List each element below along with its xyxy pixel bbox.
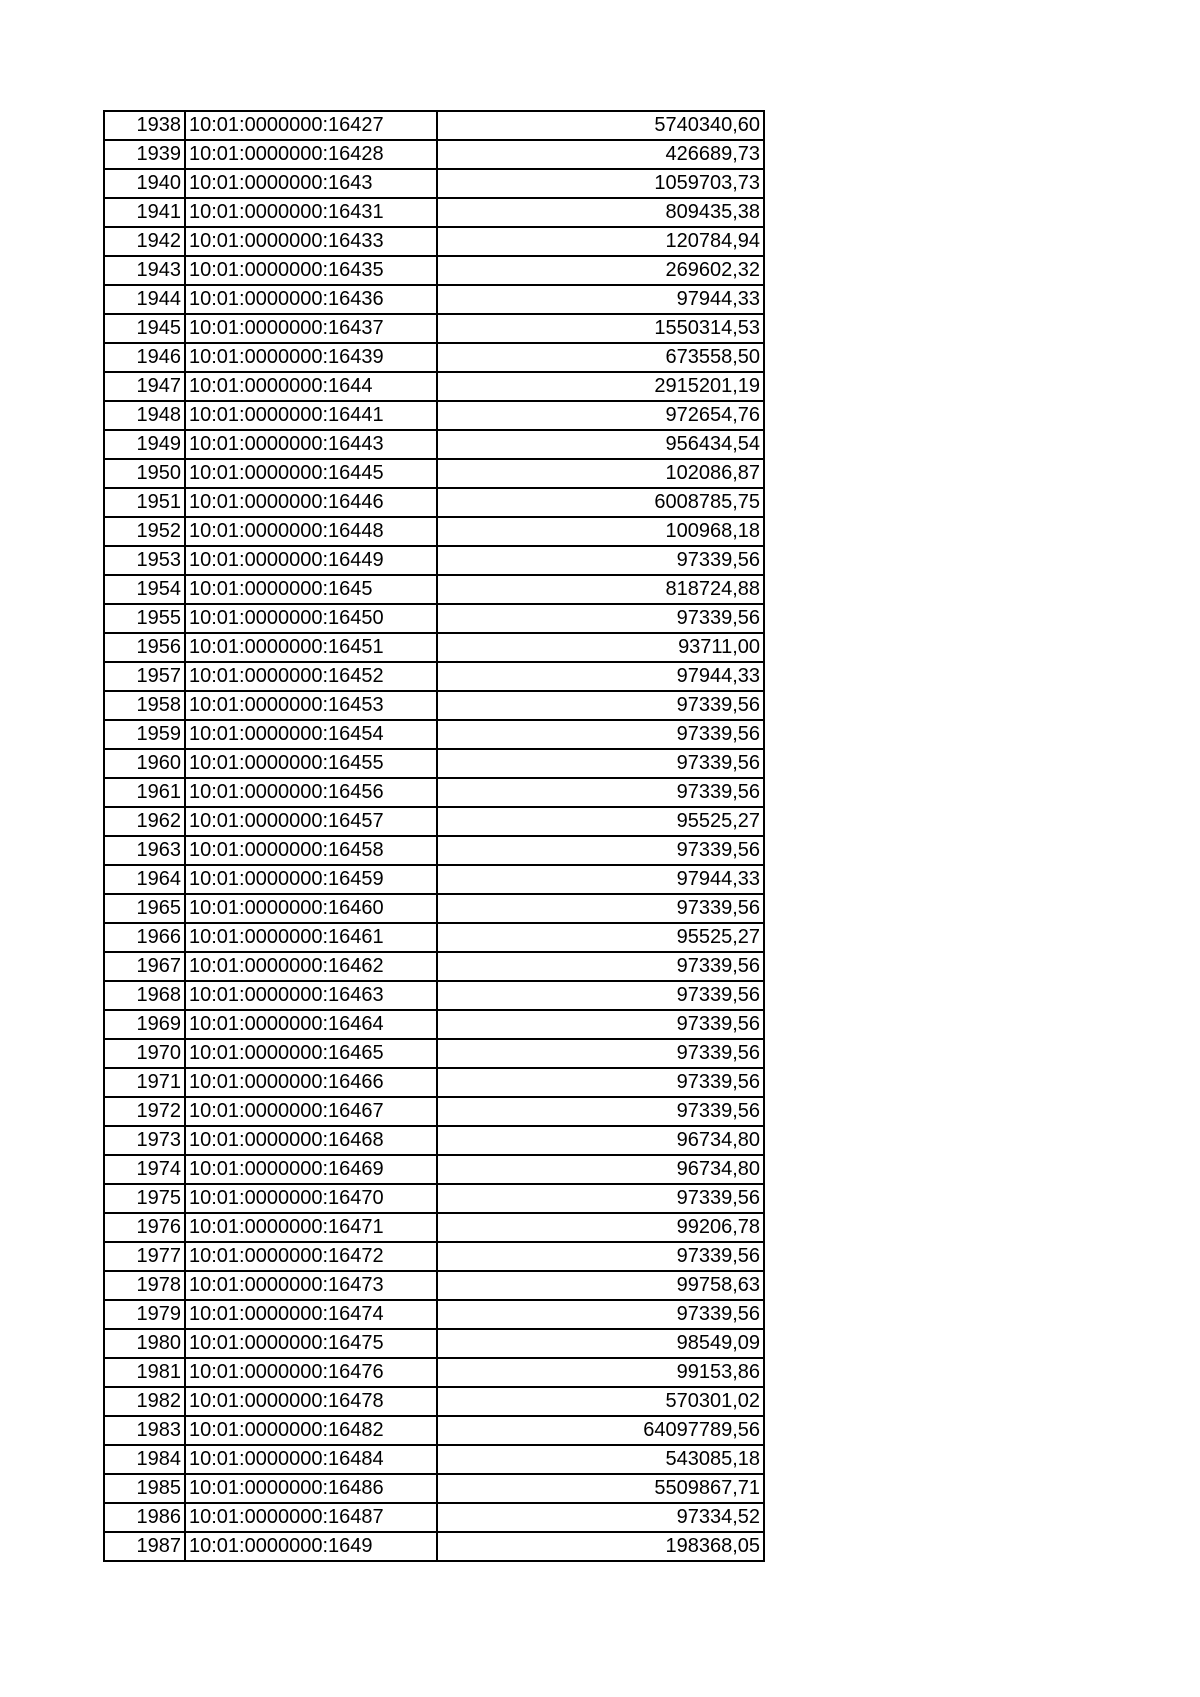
cadastral-number-cell: 10:01:0000000:16468 [185, 1126, 437, 1155]
cadastral-number-cell: 10:01:0000000:16441 [185, 401, 437, 430]
value-cell: 198368,05 [437, 1532, 764, 1561]
row-number-cell: 1971 [104, 1068, 185, 1097]
value-cell: 6008785,75 [437, 488, 764, 517]
value-cell: 97339,56 [437, 981, 764, 1010]
cadastral-number-cell: 10:01:0000000:16445 [185, 459, 437, 488]
cadastral-number-cell: 10:01:0000000:16458 [185, 836, 437, 865]
table-row [104, 1155, 764, 1184]
value-cell: 120784,94 [437, 227, 764, 256]
cadastral-number-cell: 10:01:0000000:16448 [185, 517, 437, 546]
cadastral-number-cell: 10:01:0000000:1645 [185, 575, 437, 604]
cadastral-number-cell: 10:01:0000000:16443 [185, 430, 437, 459]
table-row [104, 1300, 764, 1329]
row-number-cell: 1961 [104, 778, 185, 807]
value-cell: 99206,78 [437, 1213, 764, 1242]
value-cell: 5740340,60 [437, 111, 764, 140]
table-row [104, 894, 764, 923]
table-row [104, 952, 764, 981]
value-cell: 97339,56 [437, 749, 764, 778]
row-number-cell: 1975 [104, 1184, 185, 1213]
table-row [104, 633, 764, 662]
value-cell: 97339,56 [437, 546, 764, 575]
table-row [104, 140, 764, 169]
row-number-cell: 1955 [104, 604, 185, 633]
cadastral-number-cell: 10:01:0000000:16466 [185, 1068, 437, 1097]
row-number-cell: 1985 [104, 1474, 185, 1503]
row-number-cell: 1951 [104, 488, 185, 517]
cadastral-number-cell: 10:01:0000000:16427 [185, 111, 437, 140]
row-number-cell: 1938 [104, 111, 185, 140]
cadastral-number-cell: 10:01:0000000:16482 [185, 1416, 437, 1445]
cadastral-number-cell: 10:01:0000000:16446 [185, 488, 437, 517]
table-row [104, 1126, 764, 1155]
row-number-cell: 1980 [104, 1329, 185, 1358]
row-number-cell: 1986 [104, 1503, 185, 1532]
value-cell: 97339,56 [437, 1184, 764, 1213]
cadastral-number-cell: 10:01:0000000:16431 [185, 198, 437, 227]
table-row [104, 314, 764, 343]
value-cell: 95525,27 [437, 923, 764, 952]
row-number-cell: 1966 [104, 923, 185, 952]
value-cell: 809435,38 [437, 198, 764, 227]
table-row [104, 488, 764, 517]
row-number-cell: 1969 [104, 1010, 185, 1039]
row-number-cell: 1956 [104, 633, 185, 662]
row-number-cell: 1970 [104, 1039, 185, 1068]
value-cell: 269602,32 [437, 256, 764, 285]
value-cell: 99153,86 [437, 1358, 764, 1387]
table-row [104, 691, 764, 720]
table-row [104, 343, 764, 372]
row-number-cell: 1953 [104, 546, 185, 575]
cadastral-number-cell: 10:01:0000000:16476 [185, 1358, 437, 1387]
value-cell: 956434,54 [437, 430, 764, 459]
value-cell: 97339,56 [437, 604, 764, 633]
table-row [104, 1532, 764, 1561]
cadastral-number-cell: 10:01:0000000:16462 [185, 952, 437, 981]
table-row [104, 1242, 764, 1271]
table-row [104, 546, 764, 575]
row-number-cell: 1944 [104, 285, 185, 314]
cadastral-number-cell: 10:01:0000000:16472 [185, 1242, 437, 1271]
value-cell: 97339,56 [437, 1300, 764, 1329]
table-row [104, 285, 764, 314]
value-cell: 102086,87 [437, 459, 764, 488]
table-row [104, 256, 764, 285]
cadastral-number-cell: 10:01:0000000:16435 [185, 256, 437, 285]
value-cell: 64097789,56 [437, 1416, 764, 1445]
cadastral-number-cell: 10:01:0000000:16436 [185, 285, 437, 314]
row-number-cell: 1965 [104, 894, 185, 923]
value-cell: 97339,56 [437, 836, 764, 865]
cadastral-number-cell: 10:01:0000000:1644 [185, 372, 437, 401]
row-number-cell: 1958 [104, 691, 185, 720]
cadastral-number-cell: 10:01:0000000:16471 [185, 1213, 437, 1242]
table-row [104, 1387, 764, 1416]
cadastral-number-cell: 10:01:0000000:16449 [185, 546, 437, 575]
row-number-cell: 1979 [104, 1300, 185, 1329]
table-row [104, 749, 764, 778]
value-cell: 5509867,71 [437, 1474, 764, 1503]
table-row [104, 807, 764, 836]
cadastral-number-cell: 10:01:0000000:16469 [185, 1155, 437, 1184]
table-row [104, 604, 764, 633]
row-number-cell: 1946 [104, 343, 185, 372]
cadastral-number-cell: 10:01:0000000:16461 [185, 923, 437, 952]
table-row [104, 198, 764, 227]
table-row [104, 1097, 764, 1126]
cadastral-number-cell: 10:01:0000000:16428 [185, 140, 437, 169]
value-cell: 543085,18 [437, 1445, 764, 1474]
cadastral-number-cell: 10:01:0000000:16450 [185, 604, 437, 633]
value-cell: 972654,76 [437, 401, 764, 430]
cadastral-number-cell: 10:01:0000000:16451 [185, 633, 437, 662]
value-cell: 2915201,19 [437, 372, 764, 401]
table-row [104, 1068, 764, 1097]
table-row [104, 1416, 764, 1445]
row-number-cell: 1984 [104, 1445, 185, 1474]
table-row [104, 111, 764, 140]
row-number-cell: 1974 [104, 1155, 185, 1184]
table-row [104, 720, 764, 749]
row-number-cell: 1947 [104, 372, 185, 401]
row-number-cell: 1962 [104, 807, 185, 836]
value-cell: 96734,80 [437, 1155, 764, 1184]
cadastral-number-cell: 10:01:0000000:16455 [185, 749, 437, 778]
value-cell: 97339,56 [437, 1242, 764, 1271]
row-number-cell: 1939 [104, 140, 185, 169]
table-row [104, 1329, 764, 1358]
value-cell: 97944,33 [437, 662, 764, 691]
value-cell: 95525,27 [437, 807, 764, 836]
table-row [104, 430, 764, 459]
table-row [104, 1271, 764, 1300]
row-number-cell: 1940 [104, 169, 185, 198]
row-number-cell: 1950 [104, 459, 185, 488]
row-number-cell: 1987 [104, 1532, 185, 1561]
table-row [104, 169, 764, 198]
cadastral-number-cell: 10:01:0000000:16470 [185, 1184, 437, 1213]
row-number-cell: 1941 [104, 198, 185, 227]
value-cell: 97944,33 [437, 285, 764, 314]
row-number-cell: 1952 [104, 517, 185, 546]
table-row [104, 372, 764, 401]
row-number-cell: 1983 [104, 1416, 185, 1445]
row-number-cell: 1981 [104, 1358, 185, 1387]
value-cell: 100968,18 [437, 517, 764, 546]
table-row [104, 1445, 764, 1474]
row-number-cell: 1964 [104, 865, 185, 894]
row-number-cell: 1967 [104, 952, 185, 981]
row-number-cell: 1960 [104, 749, 185, 778]
row-number-cell: 1976 [104, 1213, 185, 1242]
cadastral-number-cell: 10:01:0000000:1643 [185, 169, 437, 198]
table-row [104, 401, 764, 430]
value-cell: 97339,56 [437, 778, 764, 807]
value-cell: 97339,56 [437, 691, 764, 720]
table-row [104, 459, 764, 488]
value-cell: 97339,56 [437, 720, 764, 749]
row-number-cell: 1973 [104, 1126, 185, 1155]
value-cell: 97339,56 [437, 1039, 764, 1068]
table-row [104, 923, 764, 952]
row-number-cell: 1978 [104, 1271, 185, 1300]
cadastral-number-cell: 10:01:0000000:16453 [185, 691, 437, 720]
table-row [104, 1358, 764, 1387]
row-number-cell: 1945 [104, 314, 185, 343]
cadastral-number-cell: 10:01:0000000:16487 [185, 1503, 437, 1532]
table-row [104, 227, 764, 256]
row-number-cell: 1959 [104, 720, 185, 749]
table-row [104, 981, 764, 1010]
table-row [104, 517, 764, 546]
cadastral-number-cell: 10:01:0000000:16478 [185, 1387, 437, 1416]
row-number-cell: 1972 [104, 1097, 185, 1126]
value-cell: 97339,56 [437, 952, 764, 981]
cadastral-number-cell: 10:01:0000000:16484 [185, 1445, 437, 1474]
table-row [104, 575, 764, 604]
row-number-cell: 1949 [104, 430, 185, 459]
cadastral-number-cell: 10:01:0000000:16433 [185, 227, 437, 256]
row-number-cell: 1968 [104, 981, 185, 1010]
table-row [104, 778, 764, 807]
value-cell: 426689,73 [437, 140, 764, 169]
spreadsheet-page [103, 110, 763, 1562]
value-cell: 93711,00 [437, 633, 764, 662]
cadastral-number-cell: 10:01:0000000:16459 [185, 865, 437, 894]
cadastral-number-cell: 10:01:0000000:16473 [185, 1271, 437, 1300]
row-number-cell: 1963 [104, 836, 185, 865]
cadastral-number-cell: 10:01:0000000:16460 [185, 894, 437, 923]
cadastral-number-cell: 10:01:0000000:16486 [185, 1474, 437, 1503]
row-number-cell: 1943 [104, 256, 185, 285]
cadastral-number-cell: 10:01:0000000:16439 [185, 343, 437, 372]
table-row [104, 662, 764, 691]
value-cell: 97334,52 [437, 1503, 764, 1532]
value-cell: 96734,80 [437, 1126, 764, 1155]
cadastral-number-cell: 10:01:0000000:16454 [185, 720, 437, 749]
table-row [104, 865, 764, 894]
value-cell: 1550314,53 [437, 314, 764, 343]
table-row [104, 1010, 764, 1039]
value-cell: 98549,09 [437, 1329, 764, 1358]
value-cell: 97339,56 [437, 894, 764, 923]
value-cell: 97944,33 [437, 865, 764, 894]
row-number-cell: 1942 [104, 227, 185, 256]
value-cell: 99758,63 [437, 1271, 764, 1300]
table-row [104, 836, 764, 865]
value-cell: 1059703,73 [437, 169, 764, 198]
cadastral-number-cell: 10:01:0000000:16465 [185, 1039, 437, 1068]
cadastral-number-cell: 10:01:0000000:16475 [185, 1329, 437, 1358]
row-number-cell: 1948 [104, 401, 185, 430]
table-row [104, 1184, 764, 1213]
cadastral-number-cell: 10:01:0000000:16437 [185, 314, 437, 343]
row-number-cell: 1982 [104, 1387, 185, 1416]
cadastral-number-cell: 10:01:0000000:16452 [185, 662, 437, 691]
value-cell: 97339,56 [437, 1097, 764, 1126]
row-number-cell: 1954 [104, 575, 185, 604]
table-body [104, 111, 764, 1561]
cadastral-number-cell: 10:01:0000000:1649 [185, 1532, 437, 1561]
row-number-cell: 1957 [104, 662, 185, 691]
table-row [104, 1213, 764, 1242]
cadastral-number-cell: 10:01:0000000:16464 [185, 1010, 437, 1039]
cadastral-number-cell: 10:01:0000000:16456 [185, 778, 437, 807]
cadastral-number-cell: 10:01:0000000:16463 [185, 981, 437, 1010]
table-row [104, 1039, 764, 1068]
cadastral-value-table [103, 110, 765, 1562]
row-number-cell: 1977 [104, 1242, 185, 1271]
table-row [104, 1474, 764, 1503]
value-cell: 818724,88 [437, 575, 764, 604]
cadastral-number-cell: 10:01:0000000:16474 [185, 1300, 437, 1329]
value-cell: 97339,56 [437, 1068, 764, 1097]
value-cell: 97339,56 [437, 1010, 764, 1039]
cadastral-number-cell: 10:01:0000000:16467 [185, 1097, 437, 1126]
cadastral-number-cell: 10:01:0000000:16457 [185, 807, 437, 836]
value-cell: 673558,50 [437, 343, 764, 372]
table-row [104, 1503, 764, 1532]
value-cell: 570301,02 [437, 1387, 764, 1416]
